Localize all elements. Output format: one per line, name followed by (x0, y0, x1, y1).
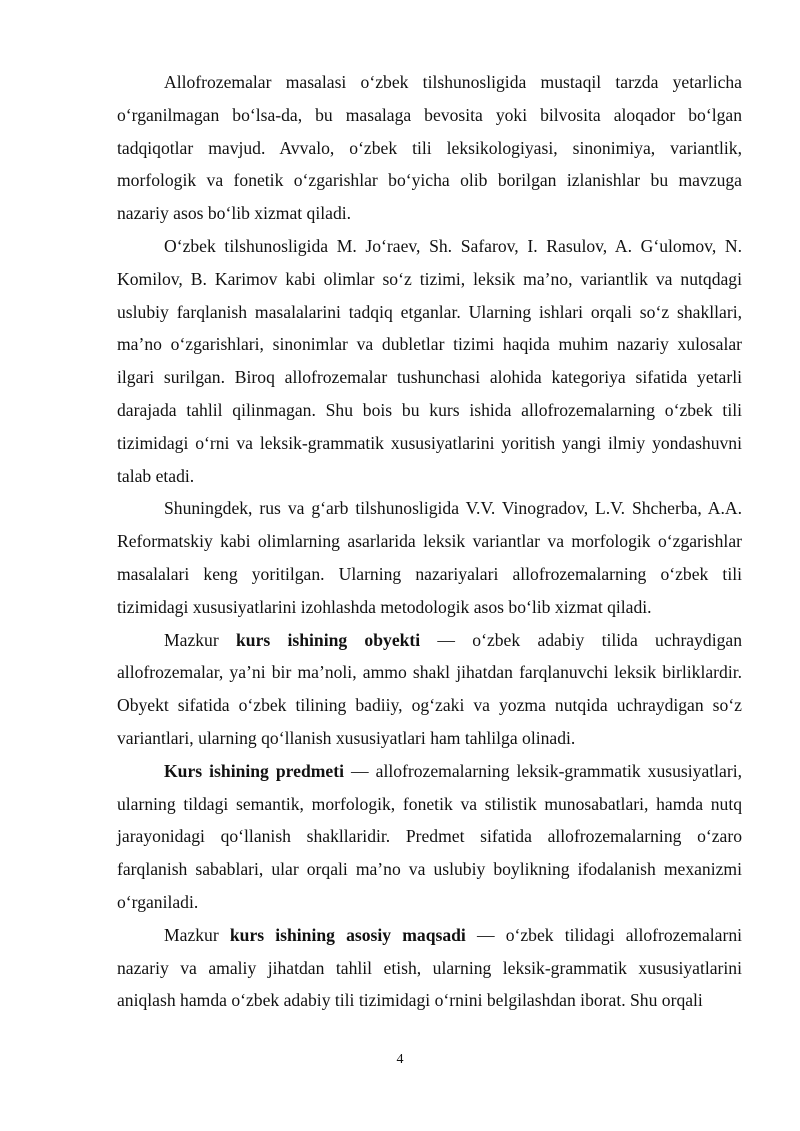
paragraph-research-subject (117, 755, 742, 919)
paragraph-foreign-scholars (117, 492, 742, 623)
paragraph-research-aim-text: — o‘zbek tilidagi allofrozemalarni nazariy va amaliy jihatdan tahlil etish, ularning leksik-grammatik xususiyatlarini aniqlash hamda o‘zbek adabiy tili tizimidagi o‘rnini belgilashdan iborat. Shu orqali (117, 924, 742, 1011)
research-subject-term: Kurs ishining predmeti (164, 760, 344, 781)
paragraph-research-aim-lead: Mazkur (164, 924, 230, 945)
document-page (117, 66, 742, 1017)
paragraph-uzbek-scholars (117, 230, 742, 492)
page-number: 4 (396, 1052, 404, 1067)
paragraph-intro (117, 66, 742, 230)
paragraph-research-object-lead: Mazkur (164, 629, 236, 650)
paragraph-uzbek-scholars-text: O‘zbek tilshunosligida M. Jo‘raev, Sh. Safarov, I. Rasulov, A. G‘ulomov, N. Komilov, B. Karimov kabi olimlar so‘z tizimi, leksik ma’no, variantlik va nutqdagi uslubiy farqlanish masalalarini tadqiq etganlar. Ularning ishlari orqali so‘z shakllari, ma’no o‘zgarishlari, sinonimlar va dubletlar tizimi haqida muhim nazariy xulosalar ilgari surilgan. Biroq allofrozemalar tushunchasi alohida kategoriya sifatida yetarli darajada tahlil qilinmagan. Shu bois bu kurs ishida allofrozemalarning o‘zbek tili tizimidagi o‘rni va leksik-grammatik xususiyatlarini yoritish yangi ilmiy yondashuvni talab etadi. (117, 235, 742, 486)
research-object-term: kurs ishining obyekti (236, 629, 421, 650)
paragraph-research-subject-text: — allofrozemalarning leksik-grammatik xususiyatlari, ularning tildagi semantik, morfologik, fonetik va stilistik munosabatlari, hamda nutq jarayonidagi qo‘llanish shakllaridir. Predmet sifatida allofrozemalarning o‘zaro farqlanish sabablari, ular orqali ma’no va uslubiy boylikning ifodalanish mexanizmi o‘rganiladi. (117, 760, 742, 912)
research-aim-term: kurs ishining asosiy maqsadi (229, 924, 466, 945)
paragraph-intro-text: Allofrozemalar masalasi o‘zbek tilshunosligida mustaqil tarzda yetarlicha o‘rganilmagan bo‘lsa-da, bu masalaga bevosita yoki bilvosita aloqador bo‘lgan tadqiqotlar mavjud. Avvalo, o‘zbek tili leksikologiyasi, sinonimiya, variantlik, morfologik va fonetik o‘zgarishlar bo‘yicha olib borilgan izlanishlar bu mavzuga nazariy asos bo‘lib xizmat qiladi. (117, 72, 742, 224)
paragraph-research-object-text: — o‘zbek adabiy tilida uchraydigan allofrozemalar, ya’ni bir ma’noli, ammo shakl jihatdan farqlanuvchi leksik birliklardir. Obyekt sifatida o‘zbek tilining badiiy, og‘zaki va yozma nutqida uchraydigan so‘z variantlari, ularning qo‘llanish xususiyatlari ham tahlilga olinadi. (117, 629, 742, 748)
paragraph-research-object (117, 624, 742, 755)
paragraph-foreign-scholars-text: Shuningdek, rus va g‘arb tilshunosligida V.V. Vinogradov, L.V. Shcherba, A.A. Reformatskiy kabi olimlarning asarlarida leksik variantlar va morfologik o‘zgarishlar masalalari keng yoritilgan. Ularning nazariyalari allofrozemalarning o‘zbek tili tizimidagi xususiyatlarini izohlashda metodologik asos bo‘lib xizmat qiladi. (117, 498, 742, 617)
paragraph-research-aim (117, 919, 742, 1017)
